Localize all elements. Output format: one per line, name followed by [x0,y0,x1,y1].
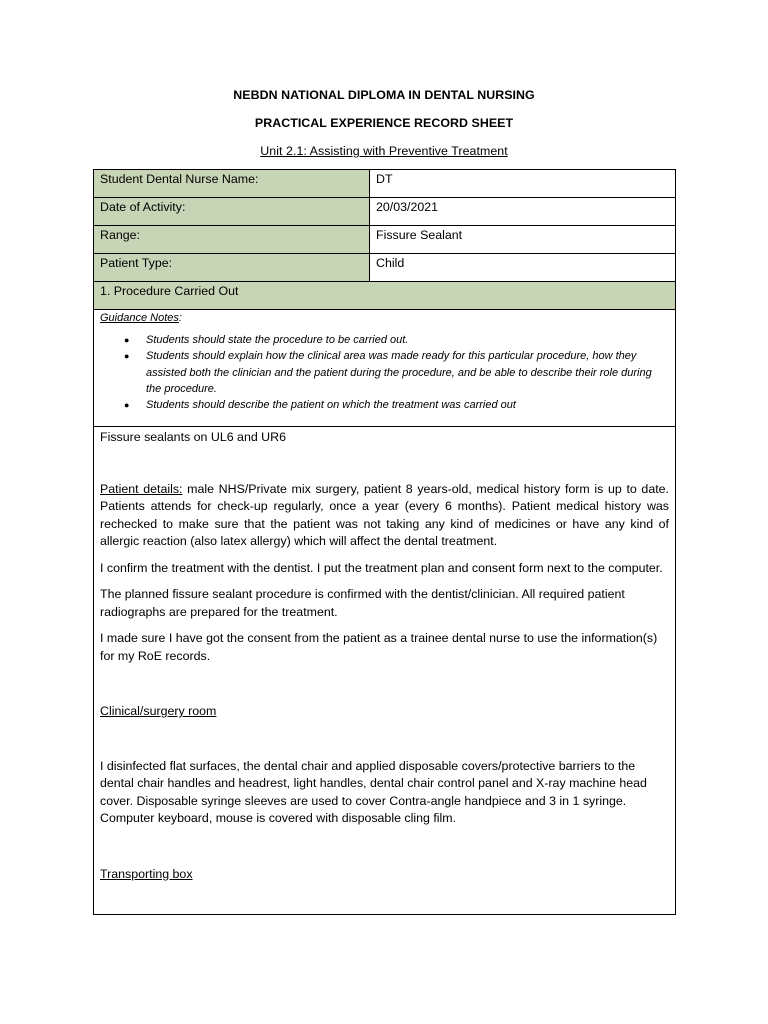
paragraph-treatment-confirm: I confirm the treatment with the dentist. I put the treatment plan and consent form next to the computer. [100,560,663,575]
patient-type-value: Child [370,254,676,282]
paragraph-disinfection: I disinfected flat surfaces, the dental chair and applied disposable covers/protective barriers to the dental chair handles and headrest, light handles, dental chair control panel and X-ray machine head cover. Disposable syringe sleeves are used to cover Contra-angle handpiece and 3 in 1 syringe. Computer keyboard, mouse is covered with disposable cling film. [100,758,647,825]
table-row [94,310,676,427]
record-table [93,169,676,915]
range-label: Range: [94,226,370,254]
list-item: ● Students should explain how the clinical area was made ready for this particular procedure, how they assisted both the clinician and the patient during the procedure, and be able to describe their role during the procedure. [124,350,652,395]
procedure-intro: Fissure sealants on UL6 and UR6 [100,430,286,444]
table-row [94,427,676,915]
paragraph-consent: I made sure I have got the consent from the patient as a trainee dental nurse to use the information(s) for my RoE records. [100,631,658,663]
date-label: Date of Activity: [94,198,370,226]
table-row [94,254,676,282]
bullet-icon: ● [124,400,130,411]
patient-details-text: male NHS/Private mix surgery, patient 8 years-old, medical history form is up to date. Patients attends for check-up regularly, once a year (every 6 months). Patient medical history was rechecked to make sure that the patient was not taking any kind of medicines or have any kind of allergic reaction (also latex allergy) which will affect the dental treatment. [100,481,669,548]
patient-type-label: Patient Type: [94,254,370,282]
clinical-room-heading: Clinical/surgery room [100,704,217,718]
unit-title: Unit 2.1: Assisting with Preventive Treatment [260,144,508,158]
table-row [94,198,676,226]
bullet-icon: ● [124,351,130,362]
table-row [94,226,676,254]
bullet-icon: ● [124,335,130,345]
transporting-box-heading: Transporting box [100,866,193,881]
list-item: ● Students should describe the patient on which the treatment was carried out [100,397,669,413]
paragraph-procedure-confirm: The planned fissure sealant procedure is confirmed with the dentist/clinician. All required patient radiographs are prepared for the treatment. [100,587,625,619]
guidance-notes [94,310,676,427]
range-value: Fissure Sealant [370,226,676,254]
guidance-notes-title: Guidance Notes [100,312,179,324]
section-title: 1. Procedure Carried Out [94,282,676,310]
guidance-list [100,332,669,413]
patient-details [100,481,669,551]
table-row [94,170,676,198]
table-row [94,282,676,310]
guidance-notes-colon: : [178,312,182,324]
student-name-value: DT [370,170,676,198]
procedure-description [94,427,676,915]
document-title: NEBDN NATIONAL DIPLOMA IN DENTAL NURSING [233,88,535,102]
patient-details-label: Patient details: [100,481,183,496]
date-value: 20/03/2021 [370,198,676,226]
list-item: ● Students should state the procedure to be carried out. [100,332,669,348]
student-name-label: Student Dental Nurse Name: [94,170,370,198]
document-subtitle: PRACTICAL EXPERIENCE RECORD SHEET [254,116,514,130]
